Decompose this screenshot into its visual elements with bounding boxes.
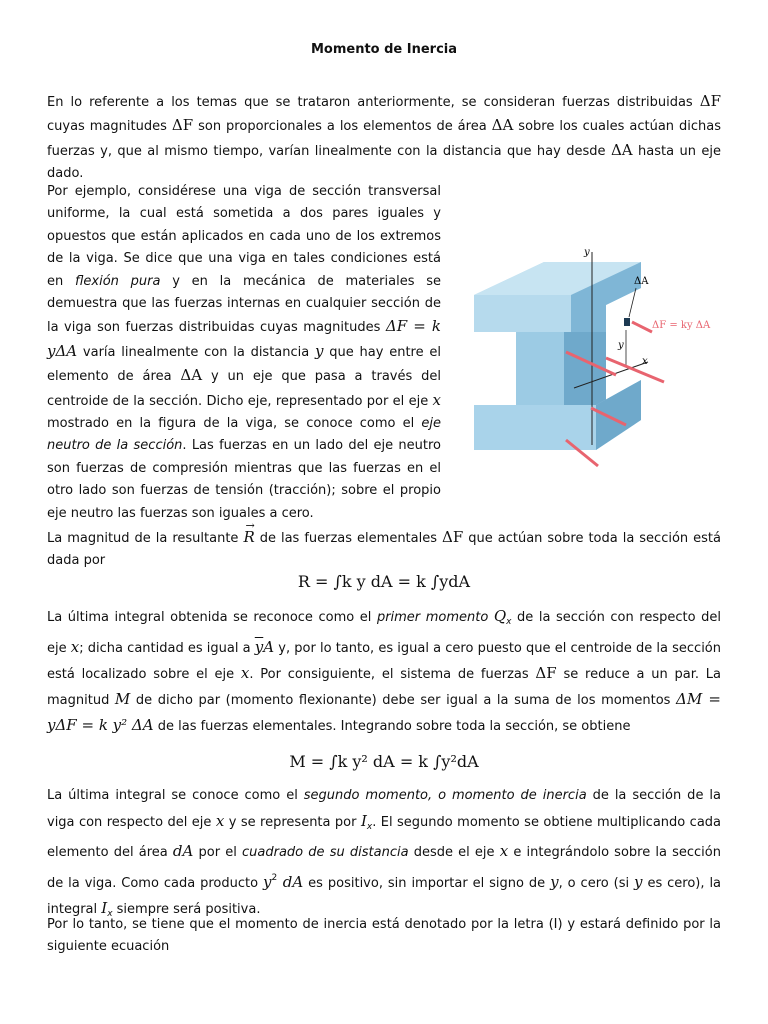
text: , o cero (si: [558, 875, 635, 891]
beam-figure: [466, 240, 726, 470]
math-y: y: [634, 872, 643, 891]
force-label: ΔF = ky ΔA: [652, 320, 711, 331]
math-da: dA: [172, 842, 194, 860]
text: sobre los cuales actúan dichas fuerzas y, que al mismo tiempo, varían linealmente con la distancia que hay desde: [47, 119, 721, 159]
text: y en la mecánica de materiales se demuestra que las fuerzas internas en cualquier sección de la viga son fuerzas distribuidas cuyas magnitudes: [47, 273, 441, 336]
math-vector-r: → R: [243, 526, 254, 548]
paragraph-conclusion: [47, 914, 721, 959]
text: . El segundo momento se obtiene multiplicando cada elemento del área: [47, 814, 722, 860]
math-subscript: x: [366, 821, 373, 832]
text: y, por lo tanto, es igual a cero puesto que el centroide de la sección está localizado sobre el eje: [47, 641, 722, 682]
text: . Por consiguiente, el sistema de fuerzas: [249, 667, 536, 682]
math-y-bar: $\overline{y}$: [254, 638, 264, 656]
paragraph-intro: [47, 90, 721, 186]
text: La última integral se conoce como el: [47, 788, 304, 803]
text: que actúan sobre toda la sección está dada por: [47, 531, 721, 569]
math-y: y: [550, 872, 559, 891]
math-q: Q: [493, 607, 507, 625]
text: de dicho par (momento flexionante) debe ser igual a la suma de los momentos: [130, 693, 677, 708]
text: La última integral obtenida se reconoce como el: [47, 610, 377, 625]
force-arrow-1: [632, 322, 652, 332]
text: En lo referente a los temas que se trataron anteriormente, se consideran fuerzas distribuidas: [47, 95, 700, 110]
math-delta-f: ΔF: [699, 92, 721, 110]
text: y un eje que pasa a través del centroide de la sección. Dicho eje, representado por el eje: [47, 369, 441, 409]
italic-text: flexión pura: [75, 273, 161, 289]
italic-text: segundo momento, o momento de inercia: [303, 788, 587, 803]
text: es cero), la integral: [47, 875, 722, 917]
math-a: A: [263, 638, 275, 656]
math-x: x: [215, 811, 225, 830]
math-i: I: [101, 899, 108, 917]
text: de la sección con respecto del eje: [47, 610, 721, 656]
text: Por ejemplo, considérese una viga de sección transversal uniforme, la cual está sometida a dos pares iguales y opuestos que están aplicados en cada uno de los extremos de la viga. Se dice que una viga en tales condiciones está en: [47, 184, 441, 289]
text: hasta un eje dado.: [47, 143, 721, 182]
math-m: M: [114, 690, 131, 708]
math-y: y: [315, 341, 324, 360]
paragraph-resultant: [47, 526, 721, 573]
math-superscript: 2: [271, 872, 278, 883]
text: Por lo tanto, se tiene que el momento de inercia está denotado por la letra (I) y estará definido por la siguiente ecuación: [47, 917, 721, 955]
text: ; dicha cantidad es igual a: [79, 641, 255, 656]
y-distance-label: y: [618, 340, 624, 351]
equation-resultant: R = ∫k y dA = k ∫ydA: [297, 572, 471, 591]
math-delta-f: ΔF: [535, 664, 557, 682]
math-formula: ΔM = yΔF = k y² ΔA: [47, 690, 721, 734]
math-x: x: [432, 390, 441, 409]
italic-text: cuadrado de su distancia: [242, 845, 409, 860]
math-subscript: x: [506, 617, 512, 627]
math-delta-a: ΔA: [610, 140, 633, 159]
paragraph-second-moment: [47, 784, 721, 927]
math-i: I: [360, 811, 367, 830]
math-x: x: [499, 842, 509, 860]
text: desde el eje: [408, 845, 500, 860]
math-delta-a: ΔA: [180, 366, 203, 385]
text: de las fuerzas elementales. Integrando sobre toda la sección, se obtiene: [153, 719, 631, 734]
x-axis-label: x: [642, 356, 648, 367]
text: cuyas magnitudes: [47, 119, 172, 135]
paragraph-first-moment: [47, 604, 721, 739]
text: siempre será positiva.: [112, 902, 261, 917]
text: es positivo, sin importar el signo de: [303, 875, 551, 891]
delta-a-label: ΔA: [634, 276, 649, 287]
page-title: Momento de Inercia: [310, 42, 458, 57]
text: y se representa por: [224, 814, 361, 830]
area-element: [624, 318, 630, 326]
equation-moment: M = ∫k y² dA = k ∫y²dA: [289, 752, 479, 771]
math-delta-f: ΔF: [171, 116, 194, 135]
math-x: x: [240, 664, 250, 682]
text: e integrándolo sobre la sección de la viga. Como cada producto: [47, 845, 721, 891]
math-y: y: [263, 872, 272, 891]
math-delta-a: ΔA: [491, 116, 514, 135]
italic-text: primer momento: [376, 610, 489, 625]
math-delta-f: ΔF: [442, 528, 464, 546]
text: varía linealmente con la distancia: [77, 344, 316, 360]
text: mostrado en la figura de la viga, se conoce como el: [47, 416, 422, 432]
text: por el: [193, 845, 242, 860]
force-arrow-3: [606, 358, 664, 382]
text: son proporcionales a los elementos de área: [193, 119, 492, 135]
math-formula: ΔF = k yΔA: [47, 317, 441, 360]
text: se reduce a un par. La magnitud: [47, 667, 721, 708]
paragraph-example: [47, 181, 441, 525]
text: de las fuerzas elementales: [254, 531, 443, 546]
italic-text: eje neutro de la sección: [47, 416, 441, 454]
text: que hay entre el elemento de área: [47, 344, 442, 385]
text: de la sección de la viga con respecto del eje: [47, 788, 721, 830]
math-x: x: [70, 638, 80, 656]
y-axis-label: y: [584, 247, 590, 258]
math-subscript: x: [107, 909, 113, 919]
math-da: dA: [277, 872, 304, 891]
text: La magnitud de la resultante: [47, 531, 244, 546]
text: . Las fuerzas en un lado del eje neutro son fuerzas de compresión mientras que las fuerzas en el otro lado son fuerzas de tensión (tracción); sobre el propio eje neutro las fuerzas son iguales a cero.: [47, 438, 442, 521]
